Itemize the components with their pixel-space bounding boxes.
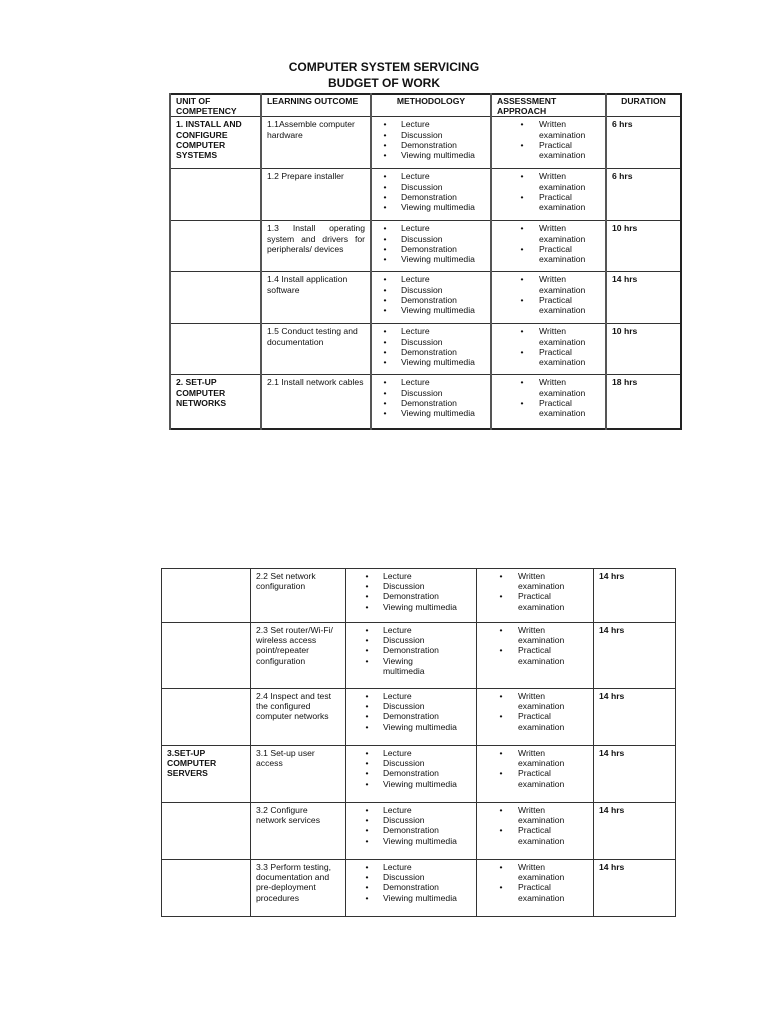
methodology-cell	[371, 221, 491, 272]
table-row	[162, 623, 676, 689]
bullet-icon: •	[520, 191, 524, 202]
list-item: • Discussion	[362, 581, 471, 591]
header-methodology: METHODOLOGY	[371, 94, 491, 117]
duration-cell: 14 hrs	[594, 689, 676, 746]
bullet-icon: •	[365, 721, 369, 732]
list-item: • Lecture	[362, 625, 471, 635]
list-item: • Practical examination	[517, 192, 600, 212]
list-item: • Demonstration	[362, 711, 471, 721]
bullet-icon: •	[499, 748, 503, 758]
bullet-icon: •	[365, 691, 369, 701]
duration-cell: 14 hrs	[594, 569, 676, 623]
table-row	[162, 746, 676, 803]
unit-cell	[170, 169, 261, 221]
bullet-icon: •	[520, 377, 524, 388]
duration-cell: 14 hrs	[594, 746, 676, 803]
table-row	[170, 272, 681, 324]
bullet-icon: •	[365, 635, 369, 646]
list-item: • Practical examination	[496, 591, 588, 611]
assessment-cell	[491, 272, 606, 324]
document-title: COMPUTER SYSTEM SERVICING	[288, 60, 480, 74]
bullet-icon: •	[383, 223, 387, 234]
methodology-cell	[371, 169, 491, 221]
list-item: • Demonstration	[362, 768, 471, 778]
bullet-icon: •	[365, 768, 369, 779]
bullet-icon: •	[365, 778, 369, 789]
bullet-icon: •	[365, 748, 369, 758]
bullet-icon: •	[499, 882, 503, 893]
duration-cell: 14 hrs	[594, 860, 676, 917]
list-item: • Discussion	[380, 234, 485, 244]
bullet-icon: •	[383, 305, 387, 316]
bullet-icon: •	[365, 872, 369, 883]
list-item: • Discussion	[362, 872, 471, 882]
bullet-icon: •	[499, 645, 503, 656]
bullet-icon: •	[383, 243, 387, 254]
outcome-cell: 3.3 Perform testing, documentation and pre-deployment procedures	[251, 860, 346, 917]
header-outcome: LEARNING OUTCOME	[261, 94, 371, 117]
outcome-cell: 3.1 Set-up user access	[251, 746, 346, 803]
bullet-icon: •	[383, 377, 387, 388]
outcome-cell: 2.1 Install network cables	[261, 375, 371, 429]
unit-cell	[170, 221, 261, 272]
outcome-cell: 1.4 Install application software	[261, 272, 371, 324]
bullet-icon: •	[383, 346, 387, 357]
bullet-icon: •	[365, 805, 369, 815]
bullet-icon: •	[499, 691, 503, 701]
bullet-icon: •	[520, 294, 524, 305]
outcome-cell: 3.2 Configure network services	[251, 803, 346, 860]
bullet-icon: •	[520, 326, 524, 337]
assessment-cell	[477, 860, 594, 917]
list-item: • Discussion	[380, 388, 485, 398]
unit-cell	[162, 569, 251, 623]
list-item: • Written examination	[496, 625, 588, 645]
unit-cell	[170, 324, 261, 375]
list-item: • Demonstration	[362, 645, 471, 655]
budget-table-page2	[161, 568, 676, 917]
table-row	[162, 569, 676, 623]
methodology-cell	[371, 117, 491, 169]
methodology-cell	[346, 746, 477, 803]
outcome-cell: 1.5 Conduct testing and documentation	[261, 324, 371, 375]
duration-cell: 14 hrs	[606, 272, 681, 324]
list-item: • Discussion	[380, 285, 485, 295]
bullet-icon: •	[365, 862, 369, 872]
list-item: • Written examination	[496, 748, 588, 768]
list-item: • Demonstration	[380, 347, 485, 357]
list-item: • Practical examination	[517, 347, 600, 367]
bullet-icon: •	[499, 768, 503, 779]
bullet-icon: •	[365, 581, 369, 592]
assessment-cell	[477, 689, 594, 746]
unit-cell: 2. SET-UP COMPUTER NETWORKS	[170, 375, 261, 429]
list-item: • Viewing multimedia	[380, 408, 485, 418]
list-item: • Viewing multimedia	[362, 779, 471, 789]
duration-cell: 6 hrs	[606, 117, 681, 169]
unit-cell	[162, 623, 251, 689]
table-row	[170, 375, 681, 429]
duration-cell: 18 hrs	[606, 375, 681, 429]
bullet-icon: •	[383, 284, 387, 295]
methodology-cell	[346, 860, 477, 917]
list-item: • Lecture	[362, 691, 471, 701]
duration-cell: 10 hrs	[606, 221, 681, 272]
bullet-icon: •	[520, 274, 524, 285]
list-item: • Demonstration	[380, 140, 485, 150]
list-item: • Practical examination	[496, 711, 588, 731]
header-row	[170, 94, 681, 117]
list-item: • Lecture	[380, 171, 485, 181]
header-assessment: ASSESSMENT APPROACH	[491, 94, 606, 117]
list-item: • Viewing multimedia	[380, 305, 485, 315]
bullet-icon: •	[383, 397, 387, 408]
bullet-icon: •	[520, 223, 524, 234]
list-item: • Practical examination	[496, 645, 588, 665]
methodology-cell	[371, 324, 491, 375]
duration-cell: 14 hrs	[594, 623, 676, 689]
list-item: • Discussion	[380, 182, 485, 192]
list-item: • Lecture	[362, 862, 471, 872]
bullet-icon: •	[365, 892, 369, 903]
list-item: • Practical examination	[517, 398, 600, 418]
unit-cell	[170, 272, 261, 324]
bullet-icon: •	[383, 387, 387, 398]
list-item: • Practical examination	[517, 140, 600, 160]
methodology-cell	[346, 623, 477, 689]
list-item: • Practical examination	[517, 244, 600, 264]
list-item: • Viewing multimedia	[362, 722, 471, 732]
bullet-icon: •	[499, 711, 503, 722]
list-item: • Viewing multimedia	[362, 602, 471, 612]
bullet-icon: •	[383, 202, 387, 213]
bullet-icon: •	[383, 171, 387, 182]
document-subtitle: BUDGET OF WORK	[328, 76, 440, 90]
table-row	[170, 169, 681, 221]
table-row	[170, 324, 681, 375]
list-item: • Viewing multimedia	[362, 836, 471, 846]
list-item: • Practical examination	[496, 882, 588, 902]
list-item: • Lecture	[362, 748, 471, 758]
bullet-icon: •	[383, 254, 387, 265]
bullet-icon: •	[365, 882, 369, 893]
duration-cell: 6 hrs	[606, 169, 681, 221]
assessment-cell	[477, 746, 594, 803]
list-item: • Written examination	[496, 691, 588, 711]
bullet-icon: •	[383, 181, 387, 192]
bullet-icon: •	[365, 701, 369, 712]
unit-cell	[162, 803, 251, 860]
table-row	[170, 221, 681, 272]
list-item: • Written examination	[496, 805, 588, 825]
list-item: • Discussion	[362, 635, 471, 645]
list-item: • Viewing multimedia	[362, 893, 471, 903]
bullet-icon: •	[365, 645, 369, 656]
header-unit: UNIT OF COMPETENCY	[170, 94, 261, 117]
list-item: • Practical examination	[517, 295, 600, 315]
bullet-icon: •	[383, 408, 387, 419]
bullet-icon: •	[383, 191, 387, 202]
list-item: • Demonstration	[362, 591, 471, 601]
list-item: • Written examination	[517, 326, 600, 346]
bullet-icon: •	[365, 601, 369, 612]
list-item: • Lecture	[380, 274, 485, 284]
list-item: • Discussion	[362, 758, 471, 768]
bullet-icon: •	[383, 119, 387, 130]
list-item: • Demonstration	[380, 295, 485, 305]
bullet-icon: •	[520, 119, 524, 130]
list-item: • Viewing multimedia	[380, 357, 485, 367]
methodology-cell	[346, 569, 477, 623]
list-item: • Lecture	[362, 805, 471, 815]
bullet-icon: •	[365, 835, 369, 846]
assessment-cell	[491, 375, 606, 429]
bullet-icon: •	[365, 571, 369, 581]
assessment-cell	[477, 623, 594, 689]
outcome-cell: 1.2 Prepare installer	[261, 169, 371, 221]
list-item: • Written examination	[517, 223, 600, 243]
duration-cell: 10 hrs	[606, 324, 681, 375]
budget-table-page1	[169, 93, 682, 430]
list-item: • Written examination	[517, 119, 600, 139]
table-row	[162, 803, 676, 860]
list-item: • Written examination	[517, 377, 600, 397]
bullet-icon: •	[499, 591, 503, 602]
assessment-cell	[491, 117, 606, 169]
list-item: • Discussion	[362, 701, 471, 711]
bullet-icon: •	[365, 758, 369, 769]
methodology-cell	[371, 272, 491, 324]
list-item: • Lecture	[380, 223, 485, 233]
bullet-icon: •	[383, 326, 387, 337]
bullet-icon: •	[520, 139, 524, 150]
assessment-cell	[477, 569, 594, 623]
list-item: • Viewing multimedia	[380, 202, 485, 212]
bullet-icon: •	[499, 571, 503, 581]
outcome-cell: 2.2 Set network configuration	[251, 569, 346, 623]
bullet-icon: •	[499, 825, 503, 836]
bullet-icon: •	[520, 346, 524, 357]
bullet-icon: •	[365, 655, 369, 666]
assessment-cell	[491, 169, 606, 221]
list-item: • Viewing multimedia	[380, 150, 485, 160]
bullet-icon: •	[383, 294, 387, 305]
list-item: • Lecture	[380, 326, 485, 336]
list-item: • Practical examination	[496, 825, 588, 845]
bullet-icon: •	[499, 805, 503, 815]
header-duration: DURATION	[606, 94, 681, 117]
bullet-icon: •	[383, 233, 387, 244]
methodology-cell	[346, 803, 477, 860]
list-item: • Demonstration	[380, 244, 485, 254]
outcome-cell: 1.1Assemble computer hardware	[261, 117, 371, 169]
bullet-icon: •	[365, 815, 369, 826]
bullet-icon: •	[383, 357, 387, 368]
list-item: • Practical examination	[496, 768, 588, 788]
list-item: • Discussion	[362, 815, 471, 825]
list-item: • Written examination	[517, 171, 600, 191]
table-row	[162, 689, 676, 746]
bullet-icon: •	[365, 625, 369, 635]
list-item: • Demonstration	[362, 825, 471, 835]
methodology-cell	[371, 375, 491, 429]
bullet-icon: •	[499, 625, 503, 635]
bullet-icon: •	[365, 591, 369, 602]
bullet-icon: •	[499, 862, 503, 872]
list-item: • Demonstration	[380, 192, 485, 202]
unit-cell: 3.SET-UP COMPUTER SERVERS	[162, 746, 251, 803]
list-item: • Written examination	[517, 274, 600, 294]
bullet-icon: •	[383, 139, 387, 150]
table-row	[170, 117, 681, 169]
outcome-cell: 1.3 Install operating system and drivers for peripherals/ devices	[261, 221, 371, 272]
list-item: • Demonstration	[362, 882, 471, 892]
bullet-icon: •	[520, 171, 524, 182]
bullet-icon: •	[383, 129, 387, 140]
list-item: • Discussion	[380, 337, 485, 347]
list-item: • Lecture	[380, 377, 485, 387]
outcome-cell: 2.4 Inspect and test the configured computer networks	[251, 689, 346, 746]
assessment-cell	[491, 324, 606, 375]
list-item: • Demonstration	[380, 398, 485, 408]
table-row	[162, 860, 676, 917]
unit-cell	[162, 860, 251, 917]
outcome-cell: 2.3 Set router/Wi-Fi/ wireless access point/repeater configuration	[251, 623, 346, 689]
duration-cell: 14 hrs	[594, 803, 676, 860]
bullet-icon: •	[520, 243, 524, 254]
list-item: • Lecture	[362, 571, 471, 581]
list-item: • Discussion	[380, 130, 485, 140]
bullet-icon: •	[383, 336, 387, 347]
bullet-icon: •	[520, 397, 524, 408]
assessment-cell	[477, 803, 594, 860]
list-item: • Written examination	[496, 862, 588, 882]
bullet-icon: •	[365, 711, 369, 722]
list-item: • Written examination	[496, 571, 588, 591]
list-item: • Viewing multimedia	[380, 254, 485, 264]
list-item: • Lecture	[380, 119, 485, 129]
bullet-icon: •	[383, 274, 387, 285]
unit-cell	[162, 689, 251, 746]
unit-cell: 1. INSTALL AND CONFIGURE COMPUTER SYSTEMS	[170, 117, 261, 169]
bullet-icon: •	[365, 825, 369, 836]
list-item: • Viewing multimedia	[362, 656, 471, 676]
methodology-cell	[346, 689, 477, 746]
bullet-icon: •	[383, 150, 387, 161]
assessment-cell	[491, 221, 606, 272]
